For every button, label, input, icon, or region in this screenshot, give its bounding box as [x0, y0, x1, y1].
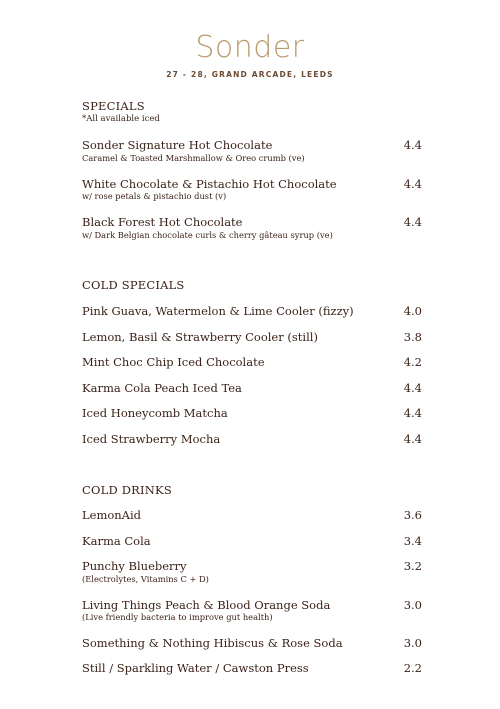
menu-item-name: Pink Guava, Watermelon & Lime Cooler (fizzy) — [82, 304, 354, 318]
section-title-cold-specials: COLD SPECIALS — [82, 278, 185, 292]
brand-logo-text: Sonder — [195, 30, 305, 65]
section-note-specials: *All available iced — [82, 114, 160, 124]
menu-item-price: 4.0 — [403, 304, 422, 318]
menu-item-name: Lemon, Basil & Strawberry Cooler (still) — [82, 330, 318, 344]
menu-item-price: 3.6 — [403, 508, 422, 522]
menu-item-price: 3.2 — [403, 559, 422, 573]
menu-item-name: Something & Nothing Hibiscus & Rose Soda — [82, 636, 343, 650]
menu-item-description: (Live friendly bacteria to improve gut health) — [82, 612, 273, 622]
menu-item-name: LemonAid — [82, 508, 142, 522]
menu-item-price: 4.4 — [403, 406, 422, 420]
menu-item-price: 2.2 — [403, 661, 422, 675]
menu-item-name: Karma Cola Peach Iced Tea — [82, 381, 242, 395]
menu-item-description: (Electrolytes, Vitamins C + D) — [82, 574, 209, 584]
menu-item-name: Sonder Signature Hot Chocolate — [82, 138, 273, 152]
menu-item-description: w/ rose petals & pistachio dust (v) — [82, 191, 227, 201]
menu-item-name: Black Forest Hot Chocolate — [82, 215, 243, 229]
menu-item-name: Living Things Peach & Blood Orange Soda — [82, 598, 331, 612]
menu-item-name: Iced Strawberry Mocha — [82, 432, 221, 446]
menu-item-name: White Chocolate & Pistachio Hot Chocolate — [82, 177, 337, 191]
menu-item-price: 4.4 — [403, 215, 422, 229]
menu-item-name: Still / Sparkling Water / Cawston Press — [82, 661, 309, 675]
section-title-specials: SPECIALS — [82, 99, 145, 113]
menu-item-price: 4.4 — [403, 177, 422, 191]
menu-item-price: 3.8 — [403, 330, 422, 344]
menu-item-price: 3.0 — [403, 636, 422, 650]
menu-item-price: 3.4 — [403, 534, 422, 548]
menu-item-name: Punchy Blueberry — [82, 559, 187, 573]
menu-item-price: 3.0 — [403, 598, 422, 612]
menu-item-price: 4.2 — [403, 355, 422, 369]
menu-item-name: Mint Choc Chip Iced Chocolate — [82, 355, 265, 369]
menu-item-name: Karma Cola — [82, 534, 151, 548]
menu-item-price: 4.4 — [403, 381, 422, 395]
address: 27 - 28, GRAND ARCADE, LEEDS — [166, 70, 334, 79]
menu-item-description: Caramel & Toasted Marshmallow & Oreo crumb (ve) — [82, 153, 305, 163]
menu-item-description: w/ Dark Belgian chocolate curls & cherry gâteau syrup (ve) — [82, 230, 333, 240]
menu-item-price: 4.4 — [403, 432, 422, 446]
menu-item-price: 4.4 — [403, 138, 422, 152]
menu-item-name: Iced Honeycomb Matcha — [82, 406, 228, 420]
section-title-cold-drinks: COLD DRINKS — [82, 483, 172, 497]
